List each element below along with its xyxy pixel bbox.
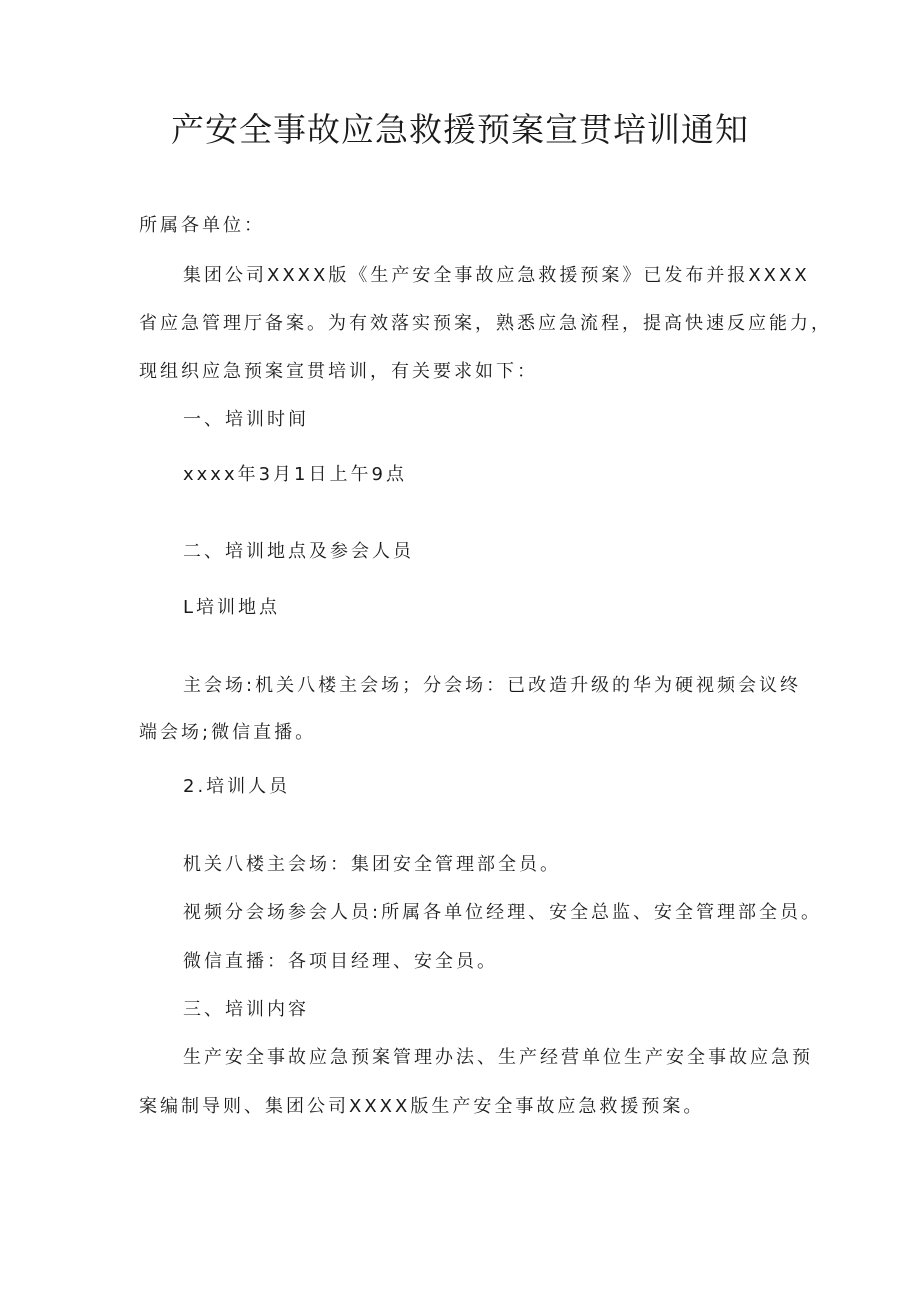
content-line-2: 案编制导则、集团公司XXXX版生产安全事故应急救援预案。 <box>139 1096 705 1117</box>
venue-line-1: 主会场:机关八楼主会场；分会场：已改造升级的华为硬视频会议终 <box>183 675 802 696</box>
attendee-line-2: 视频分会场参会人员:所属各单位经理、安全总监、安全管理部全员。 <box>183 902 823 923</box>
intro-line-2: 省应急管理厅备案。为有效落实预案，熟悉应急流程，提高快速反应能力， <box>139 313 832 334</box>
content-line-1: 生产安全事故应急预案管理办法、生产经营单位生产安全事故应急预 <box>183 1047 813 1068</box>
training-time: xxxx年3月1日上午9点 <box>183 464 407 485</box>
attendee-line-3: 微信直播：各项目经理、安全员。 <box>183 951 498 972</box>
section-3-heading: 三、培训内容 <box>183 999 309 1020</box>
attendee-line-1: 机关八楼主会场：集团安全管理部全员。 <box>183 854 561 875</box>
intro-line-1: 集团公司XXXX版《生产安全事故应急救援预案》已发布并报XXXX <box>183 265 810 286</box>
venue-subheading: L培训地点 <box>183 597 281 618</box>
document-title: 产安全事故应急救援预案宣贯培训通知 <box>171 110 749 149</box>
salutation: 所属各单位： <box>139 215 265 236</box>
venue-line-2: 端会场;微信直播。 <box>139 722 317 743</box>
section-2-heading: 二、培训地点及参会人员 <box>183 541 414 562</box>
attendees-subheading: 2.培训人员 <box>183 776 291 797</box>
section-1-heading: 一、培训时间 <box>183 409 309 430</box>
intro-line-3: 现组织应急预案宣贯培训，有关要求如下： <box>139 361 538 382</box>
